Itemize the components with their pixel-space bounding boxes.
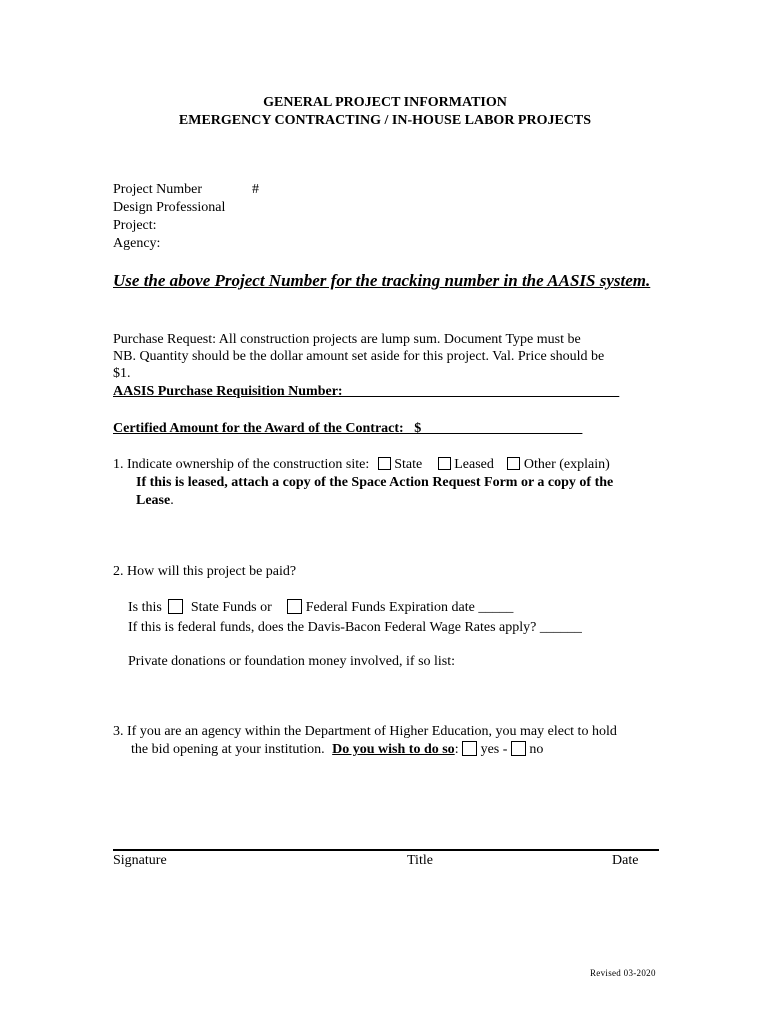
q2-text: 2. How will this project be paid? — [113, 564, 297, 579]
q1-ownership — [113, 456, 610, 474]
purchase-request-line1: Purchase Request: All construction projects are lump sum. Document Type must be — [113, 332, 581, 347]
state-option-label: State — [394, 457, 423, 472]
other-checkbox[interactable] — [507, 457, 520, 470]
state-checkbox[interactable] — [378, 457, 391, 470]
state-funds-label: State Funds or — [190, 600, 272, 615]
state-funds-checkbox[interactable] — [168, 599, 183, 614]
davis-bacon-question: If this is federal funds, does the Davis-Bacon Federal Wage Rates apply? ______ — [128, 620, 582, 635]
form-title-line2: EMERGENCY CONTRACTING / IN-HOUSE LABOR PROJECTS — [178, 113, 592, 128]
revised-date: Revised 03-2020 — [590, 968, 656, 978]
date-label: Date — [612, 853, 639, 868]
leased-option-label: Leased — [454, 457, 494, 472]
federal-funds-checkbox[interactable] — [287, 599, 302, 614]
federal-funds-label: Federal Funds Expiration date _____ — [305, 600, 514, 615]
lease-word: Lease — [136, 493, 171, 508]
signature-label: Signature — [113, 853, 167, 868]
form-title-line1: GENERAL PROJECT INFORMATION — [263, 95, 507, 110]
purchase-request-line2: NB. Quantity should be the dollar amount set aside for this project. Val. Price should be — [113, 349, 605, 364]
q2-funding — [128, 599, 513, 617]
other-option-label: Other (explain) — [523, 457, 610, 472]
tracking-note: Use the above Project Number for the tracking number in the AASIS system. — [113, 271, 651, 290]
project-label: Project: — [113, 218, 157, 233]
title-label: Title — [407, 853, 433, 868]
agency-label: Agency: — [113, 236, 161, 251]
no-checkbox[interactable] — [511, 741, 526, 756]
requisition-number-label: AASIS Purchase Requisition Number: _______________________________________ — [113, 384, 620, 399]
leased-note-line1: If this is leased, attach a copy of the Space Action Request Form or a copy of the — [136, 475, 614, 490]
no-option-label: no — [529, 742, 544, 757]
design-professional-label: Design Professional — [113, 200, 226, 215]
lease-period: . — [170, 493, 174, 508]
q3-line2-text: the bid opening at your institution. — [131, 742, 325, 757]
certified-amount-label: Certified Amount for the Award of the Contract: _$_______________________ — [113, 421, 583, 436]
leased-checkbox[interactable] — [438, 457, 451, 470]
private-donations-question: Private donations or foundation money involved, if so list: — [128, 654, 456, 669]
yes-checkbox[interactable] — [462, 741, 477, 756]
purchase-request-line3: $1. — [113, 366, 131, 381]
yes-option-label: yes - — [480, 742, 508, 757]
q3-line2 — [131, 741, 543, 759]
leased-note-line2 — [136, 492, 174, 510]
q3-line1: 3. If you are an agency within the Department of Higher Education, you may elect to hold — [113, 724, 617, 739]
is-this-label: Is this — [128, 600, 162, 615]
q1-text: 1. Indicate ownership of the construction site: — [113, 457, 370, 472]
project-number-label: Project Number — [113, 182, 203, 197]
project-number-hash: # — [252, 182, 259, 197]
do-you-wish-label: Do you wish to do so — [332, 742, 455, 757]
do-you-wish-colon: : — [454, 742, 459, 757]
signature-line — [113, 849, 659, 851]
